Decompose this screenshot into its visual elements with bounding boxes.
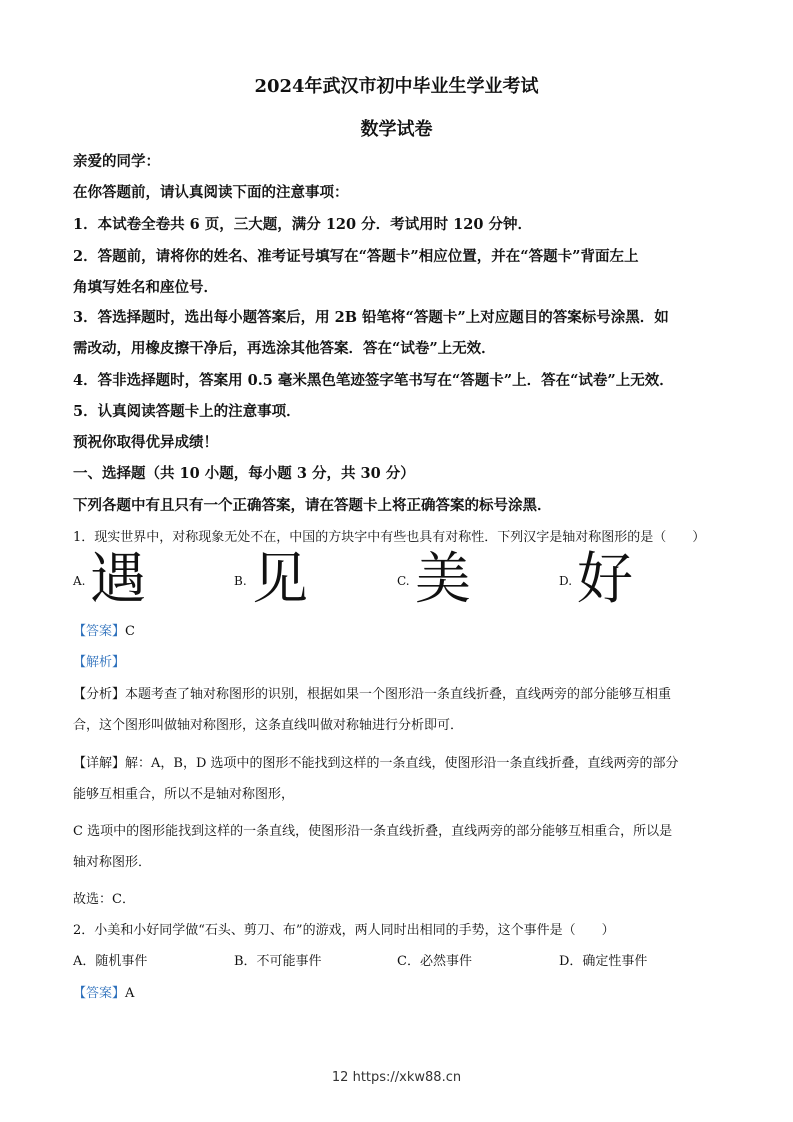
q1-c-line-1: C 选项中的图形能找到这样的一条直线，使图形沿一条直线折叠，直线两旁的部分能够互相重合，所以是	[73, 824, 673, 839]
q1-fenxi-line-2: 合，这个图形叫做轴对称图形，这条直线叫做对称轴进行分析即可．	[73, 718, 464, 733]
exam-title: 2024年武汉市初中毕业生学业考试	[254, 76, 539, 97]
fenxi-tag: 【分析】	[73, 687, 126, 702]
notice-item-5: 5．认真阅读答题卡上的注意事项．	[73, 403, 301, 420]
notice-item-2-line-1: 2．答题前，请将你的姓名、准考证号填写在“答题卡”相应位置，并在“答题卡”背面左上	[73, 248, 639, 265]
exam-subtitle: 数学试卷	[360, 119, 433, 140]
q1-option-d-glyph: 好	[577, 547, 633, 612]
notice-item-1: 1．本试卷全卷共 6 页，三大题，满分 120 分．考试用时 120 分钟．	[73, 216, 532, 233]
q1-answer	[73, 620, 135, 639]
answer-tag: 【答案】	[73, 624, 126, 639]
section-heading: 一、选择题（共 10 小题，每小题 3 分，共 30 分）	[73, 465, 415, 482]
q1-stem: 1．现实世界中，对称现象无处不在，中国的方块字中有些也具有对称性．下列汉字是轴对称图形的是（ ）	[73, 530, 706, 545]
q1-option-c-glyph: 美	[415, 547, 471, 612]
notice-item-3-line-2: 需改动，用橡皮擦干净后，再选涂其他答案．答在“试卷”上无效．	[73, 340, 496, 357]
greeting: 亲爱的同学：	[73, 153, 160, 170]
xiangjie-tag: 【详解】	[73, 756, 126, 771]
q1-option-b-glyph: 见	[252, 547, 308, 612]
q1-fenxi-line-1	[73, 683, 671, 702]
q1-xiangjie-line-1	[73, 752, 679, 771]
q2-stem: 2．小美和小好同学做“石头、剪刀、布”的游戏，两人同时出相同的手势，这个事件是（ ）	[73, 923, 615, 938]
q1-option-c-letter: C.	[397, 574, 410, 588]
q2-option-c: C．必然事件	[397, 954, 472, 969]
page-footer: 12 https://xkw88.cn	[331, 1070, 462, 1085]
fenxi-text: 本题考查了轴对称图形的识别，根据如果一个图形沿一条直线折叠，直线两旁的部分能够互相重	[125, 687, 672, 702]
q1-option-b-letter: B.	[234, 574, 247, 588]
q2-option-a: A．随机事件	[73, 954, 148, 969]
q2-answer	[73, 982, 134, 1001]
q1-option-a-glyph: 遇	[90, 547, 146, 612]
q1-conclusion: 故选：C．	[73, 892, 135, 907]
q1-option-a-letter: A.	[73, 574, 86, 588]
notice-item-2-line-2: 角填写姓名和座位号．	[73, 279, 218, 296]
answer-value: A	[125, 986, 135, 1001]
q1-analysis-tag: 【解析】	[73, 655, 126, 670]
q1-option-d-letter: D.	[559, 574, 573, 588]
answer-value: C	[125, 624, 135, 639]
wish-text: 预祝你取得优异成绩！	[73, 434, 218, 451]
q1-c-line-2: 轴对称图形．	[73, 855, 152, 870]
q2-option-d: D．确定性事件	[559, 954, 648, 969]
answer-tag: 【答案】	[73, 986, 126, 1001]
xiangjie-text: 解：A，B，D 选项中的图形不能找到这样的一条直线，使图形沿一条直线折叠，直线两旁的部分	[125, 756, 679, 771]
notice-item-3-line-1: 3．答选择题时，选出每小题答案后，用 2B 铅笔将“答题卡”上对应题目的答案标号涂黑．如	[73, 309, 669, 326]
q2-option-b: B．不可能事件	[234, 954, 322, 969]
q1-xiangjie-line-2: 能够互相重合，所以不是轴对称图形，	[73, 787, 295, 802]
section-instruction: 下列各题中有且只有一个正确答案，请在答题卡上将正确答案的标号涂黑．	[73, 497, 552, 514]
notice-item-4: 4．答非选择题时，答案用 0.5 毫米黑色笔迹签字笔书写在“答题卡”上．答在“试卷”上无效．	[73, 372, 674, 389]
notice-intro: 在你答题前，请认真阅读下面的注意事项：	[73, 184, 349, 201]
